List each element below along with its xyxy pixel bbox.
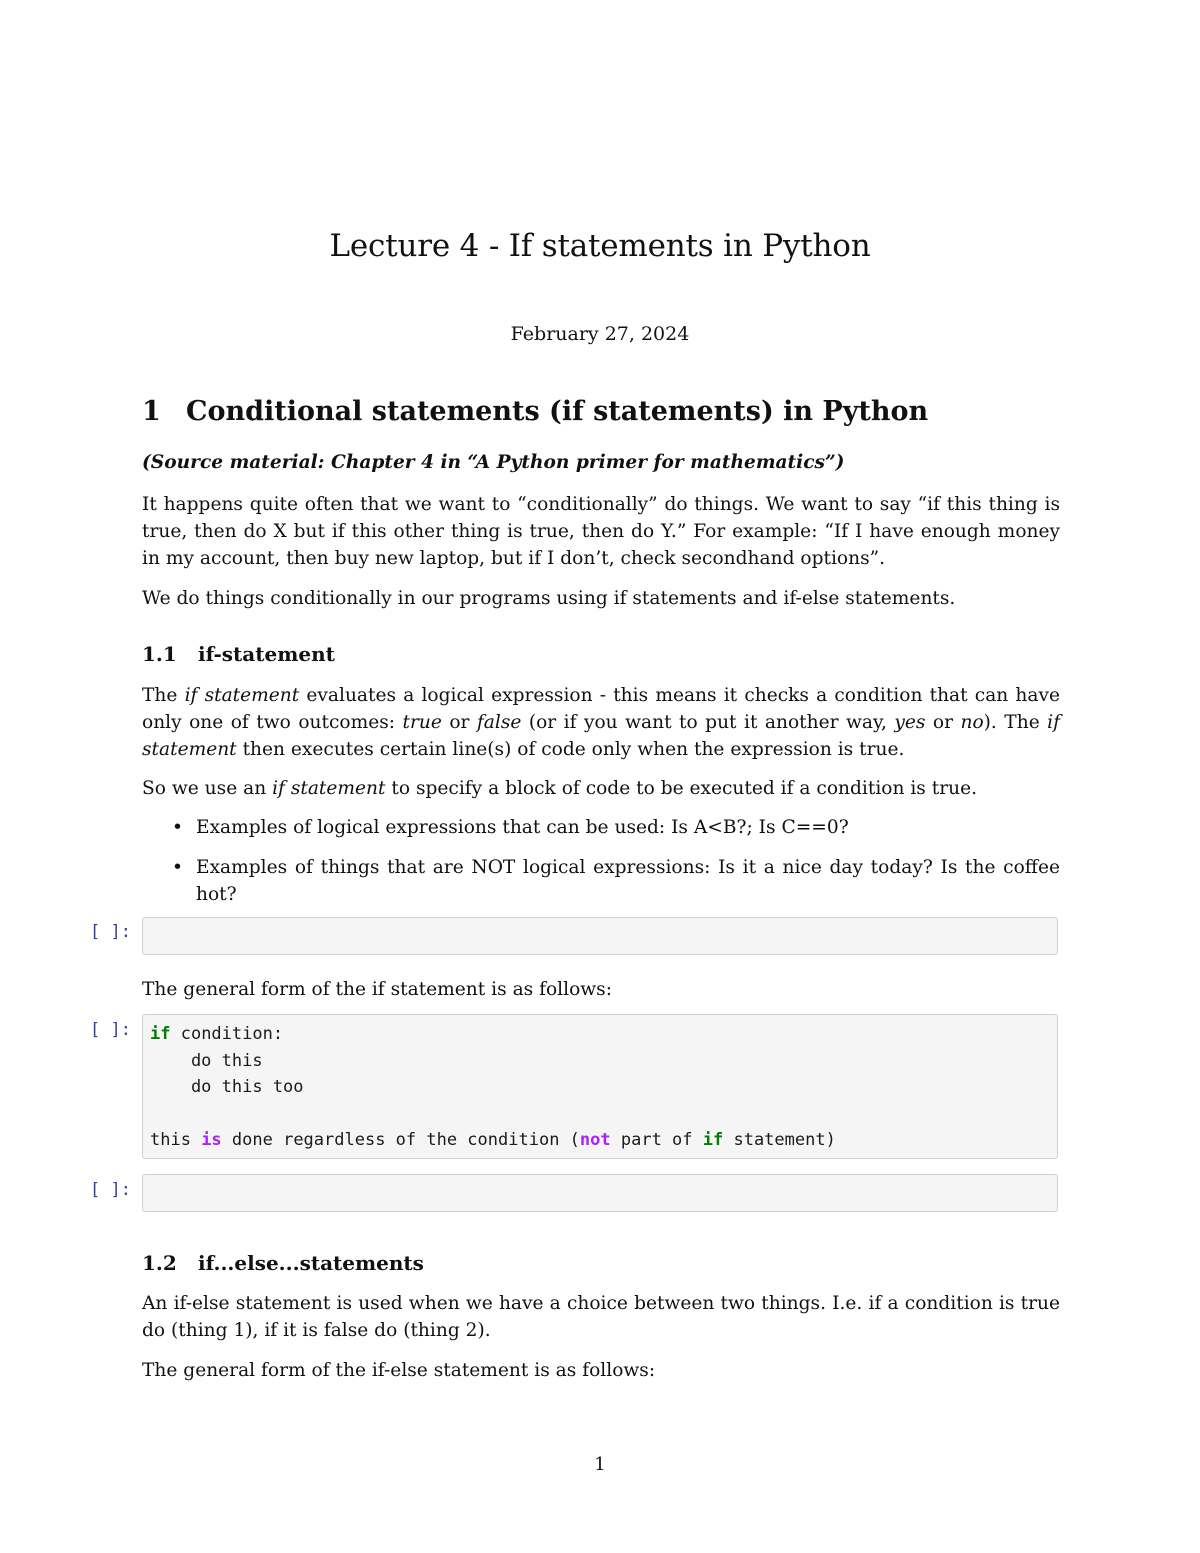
if-general-form-label: The general form of the if statement is as follows: bbox=[142, 979, 612, 1000]
section-1-1-heading bbox=[142, 642, 335, 666]
intro-paragraph-1: It happens quite often that we want to “conditionally” do things. We want to say “if this thing is true, then do X but if this other thing is true, then do Y.” For example: “If I have enough money in my account, then buy new laptop, but if I don’t, check secondhand options”. bbox=[142, 494, 1060, 569]
section-number: 1 bbox=[142, 396, 161, 427]
if-else-paragraph: An if-else statement is used when we have a choice between two things. I.e. if a condition is true do (thing 1), if it is false do (thing 2). bbox=[142, 1293, 1060, 1341]
if-else-general-form-label: The general form of the if-else statement is as follows: bbox=[142, 1360, 656, 1381]
document-title: Lecture 4 - If statements in Python bbox=[329, 228, 871, 264]
code-cell-empty[interactable] bbox=[142, 917, 1058, 955]
examples-list bbox=[142, 814, 1060, 921]
cell-prompt: [ ]: bbox=[90, 1020, 131, 1040]
subsection-title: if-statement bbox=[198, 642, 335, 666]
code-cell-empty[interactable] bbox=[142, 1174, 1058, 1212]
section-title: Conditional statements (if statements) in Python bbox=[186, 396, 929, 427]
cell-prompt: [ ]: bbox=[90, 1180, 131, 1200]
if-statement-paragraph: The if statement evaluates a logical expression - this means it checks a condition that can have only one of two outcomes: true or false (or if you want to put it another way, yes or no). The if statement then executes certain line(s) of code only when the expression is true. bbox=[142, 685, 1061, 760]
if-statement-usage-paragraph: So we use an if statement to specify a block of code to be executed if a condition is true. bbox=[142, 778, 977, 799]
intro-paragraph-2: We do things conditionally in our programs using if statements and if-else statements. bbox=[142, 588, 956, 609]
section-1-2-heading bbox=[142, 1251, 424, 1275]
code-cell-if-example[interactable] bbox=[142, 1014, 1058, 1159]
cell-prompt: [ ]: bbox=[90, 922, 131, 942]
subsection-title: if...else...statements bbox=[198, 1251, 424, 1275]
list-item: • Examples of logical expressions that can be used: Is A<B?; Is C==0? bbox=[142, 814, 1060, 841]
list-item: • Examples of things that are NOT logical expressions: Is it a nice day today? Is the coffee hot? bbox=[142, 854, 1060, 908]
page-number: 1 bbox=[594, 1454, 606, 1475]
section-1-heading bbox=[142, 396, 928, 427]
code-block: if condition: do this do this too this is done regardless of the condition (not part of if statement) bbox=[150, 1024, 836, 1150]
subsection-number: 1.2 bbox=[142, 1251, 177, 1275]
source-note: (Source material: Chapter 4 in “A Python primer for mathematics”) bbox=[142, 452, 845, 473]
document-date: February 27, 2024 bbox=[510, 323, 690, 345]
subsection-number: 1.1 bbox=[142, 642, 177, 666]
